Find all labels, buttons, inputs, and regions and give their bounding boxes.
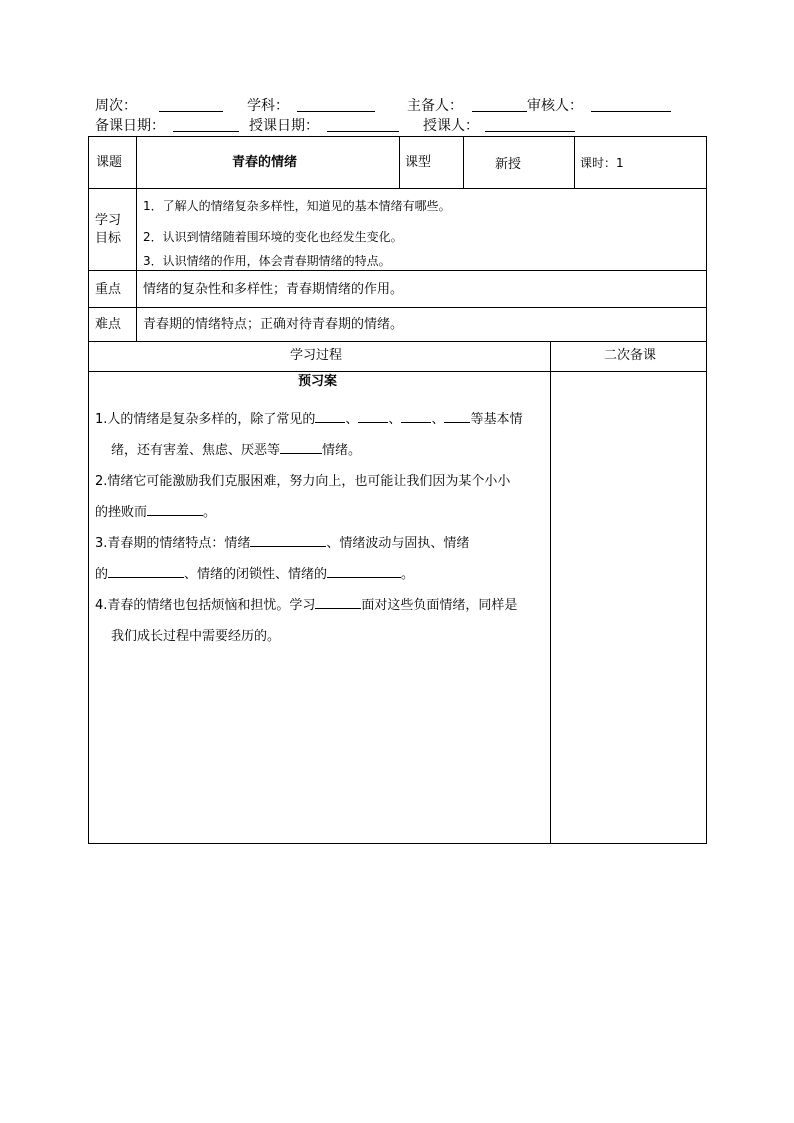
q3-blank-3[interactable]: [327, 563, 401, 578]
week-blank[interactable]: [159, 97, 223, 112]
prep-date-blank[interactable]: [173, 117, 239, 132]
rule-process-right: [550, 341, 551, 844]
q2-text-a: 2.情绪它可能激励我们克服困难，努力向上，也可能让我们因为某个小小: [95, 474, 511, 489]
q3-blank-1[interactable]: [250, 532, 326, 547]
subject-label: 学科：: [247, 98, 289, 114]
subject-blank[interactable]: [297, 97, 375, 112]
goal-item-3: 3．认识情绪的作用，体会青春期情绪的特点。: [143, 254, 391, 268]
q1-blank-1[interactable]: [315, 408, 345, 423]
topic-value: 青春的情绪: [232, 155, 298, 170]
question-1-line-1: [95, 408, 522, 427]
rule-after-topic: [88, 188, 707, 189]
q4-blank[interactable]: [315, 594, 361, 609]
rule-after-process-header: [88, 371, 707, 372]
rule-after-goals: [88, 270, 707, 271]
q1-blank-2[interactable]: [358, 408, 388, 423]
question-3-line-1: [95, 532, 469, 551]
type-label: 课型: [405, 155, 432, 170]
type-value: 新授: [495, 157, 522, 172]
question-3-line-2: [95, 563, 414, 582]
rule-after-difficulty: [88, 341, 707, 342]
goal-item-1: 1．了解人的情绪复杂多样性，知道见的基本情绪有哪些。: [143, 199, 451, 213]
learning-process-header: 学习过程: [290, 348, 343, 363]
prep-date-label: 备课日期：: [95, 118, 165, 134]
q4-text-a: 4.青春的情绪也包括烦恼和担忧。学习: [95, 598, 316, 613]
teach-date-blank[interactable]: [327, 117, 399, 132]
q2-text-c: 。: [203, 505, 217, 520]
q2-blank[interactable]: [147, 501, 203, 516]
q3-text-e: 。: [401, 567, 415, 582]
goals-label-line-1: 学习: [95, 213, 122, 228]
teacher-label: 授课人：: [423, 118, 479, 134]
q1-sep-1: 、: [345, 412, 359, 427]
question-2-line-2: [95, 501, 216, 520]
rule-label-column: [136, 136, 137, 341]
q2-text-b: 的挫败而: [95, 505, 148, 520]
reviewer-blank[interactable]: [591, 97, 671, 112]
q3-text-c: 的: [95, 567, 109, 582]
teacher-blank[interactable]: [485, 117, 575, 132]
question-4-line-2: [111, 625, 280, 644]
q4-text-b: 面对这些负面情绪，同样是: [361, 598, 518, 613]
key-points-label: 重点: [95, 282, 122, 297]
q1-blank-4[interactable]: [444, 408, 470, 423]
q1-text-c: 绪，还有害羞、焦虑、厌恶等: [111, 443, 281, 458]
topic-label: 课题: [96, 155, 123, 170]
lead-preparer-label: 主备人：: [407, 98, 463, 114]
question-4-line-1: [95, 594, 517, 613]
goal-item-2: 2．认识到情绪随着围环境的变化也经发生变化。: [143, 230, 403, 244]
key-points-value: 情绪的复杂性和多样性；青春期情绪的作用。: [143, 282, 404, 297]
difficulty-label: 难点: [95, 317, 122, 332]
rule-topic-right: [399, 136, 400, 188]
reviewer-label: 审核人：: [527, 98, 583, 114]
week-label: 周次：: [95, 98, 137, 114]
preview-title: 预习案: [298, 374, 338, 389]
goals-label-line-2: 目标: [95, 231, 122, 246]
q1-text-b: 等基本情: [470, 412, 523, 427]
class-hours: 课时：1: [580, 156, 624, 170]
q1-text-d: 情绪。: [322, 443, 362, 458]
q4-text-c: 我们成长过程中需要经历的。: [111, 629, 281, 644]
q1-blank-3[interactable]: [401, 408, 431, 423]
q1-sep-2: 、: [388, 412, 402, 427]
q3-text-d: 、情绪的闭锁性、情绪的: [184, 567, 328, 582]
difficulty-value: 青春期的情绪特点；正确对待青春期的情绪。: [143, 317, 404, 332]
q1-text-a: 1.人的情绪是复杂多样的，除了常见的: [95, 412, 316, 427]
q3-text-b: 、情绪波动与固执、情绪: [326, 536, 470, 551]
question-1-line-2: [111, 439, 361, 458]
second-prep-header: 二次备课: [604, 348, 657, 363]
question-2-line-1: [95, 470, 510, 489]
q1-blank-5[interactable]: [280, 439, 322, 454]
rule-after-key: [88, 307, 707, 308]
q3-blank-2[interactable]: [108, 563, 184, 578]
q1-sep-3: 、: [431, 412, 445, 427]
rule-typevalue-right: [574, 136, 575, 188]
rule-type-right: [463, 136, 464, 188]
q3-text-a: 3.青春期的情绪特点：情绪: [95, 536, 251, 551]
teach-date-label: 授课日期：: [249, 118, 319, 134]
lead-preparer-blank[interactable]: [472, 97, 527, 112]
